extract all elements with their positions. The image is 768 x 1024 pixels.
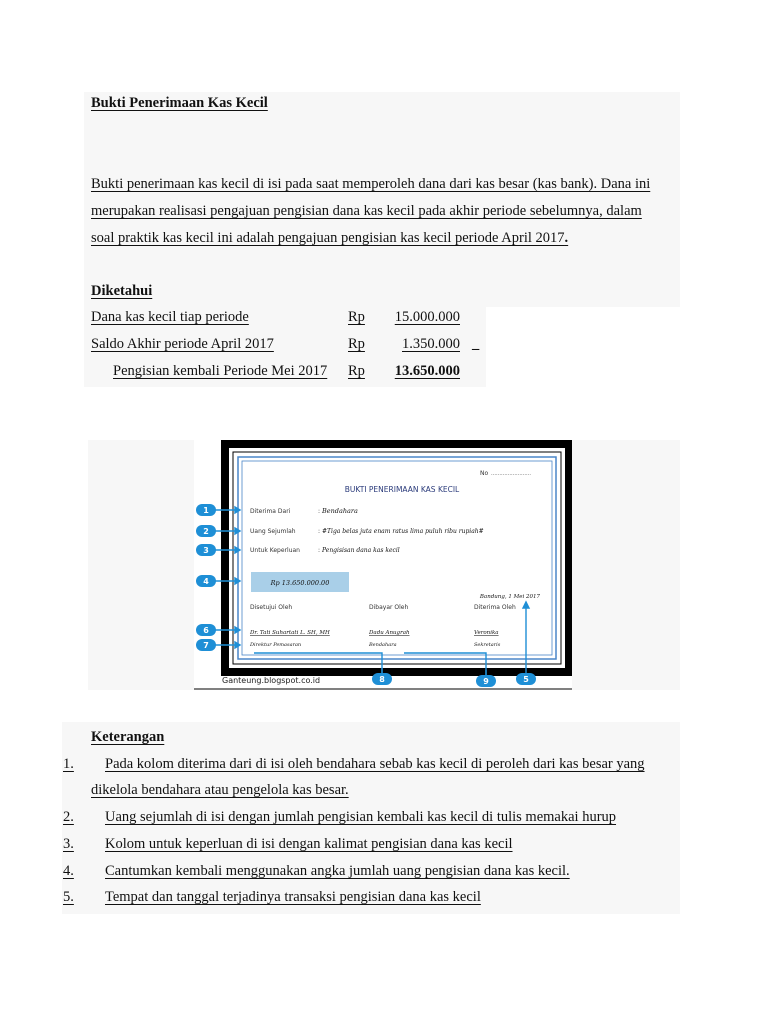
receipt-sig-role-1: Direktur Pemasaran: [250, 642, 302, 648]
paragraph-line-3: [91, 229, 568, 247]
row-3-currency: Rp: [348, 363, 365, 379]
receipt-sig-name-1: Dr. Tati Suhartati L. SH, MH: [250, 630, 330, 636]
row-1-amount: 15.000.000: [394, 309, 460, 325]
receipt-no-dots: ……………………: [491, 471, 531, 477]
paragraph-line-2: merupakan realisasi pengajuan pengisian dana kas kecil pada akhir periode sebelumnya, dalam: [91, 203, 642, 219]
receipt-colon-2: :: [318, 528, 321, 535]
marker-4-label: 4: [203, 577, 209, 586]
row-2-amount: 1.350.000: [402, 336, 460, 352]
receipt-field-value-1: Bendahara: [322, 507, 358, 515]
note-1-number: 1.: [63, 756, 74, 772]
note-4-text: Cantumkan kembali menggunakan angka jumlah uang pengisian dana kas kecil.: [105, 863, 570, 879]
marker-5-label: 5: [523, 675, 529, 684]
note-5-number: 5.: [63, 889, 74, 905]
paragraph-line-3-text: soal praktik kas kecil ini adalah pengajuan pengisian kas kecil periode April 2017: [91, 230, 565, 246]
note-1-text: Pada kolom diterima dari di isi oleh bendahara sebab kas kecil di peroleh dari kas besar yang: [105, 756, 645, 772]
note-2-number: 2.: [63, 809, 74, 825]
receipt-sig-label-1: Disetujui Oleh: [250, 604, 293, 611]
receipt-heading: BUKTI PENERIMAAN KAS KECIL: [344, 485, 460, 494]
diketahui-heading: Diketahui: [91, 283, 153, 299]
receipt-place-date: Bandung, 1 Mei 2017: [479, 594, 540, 600]
row-1-currency: Rp: [348, 309, 365, 325]
row-2-currency: Rp: [348, 336, 365, 352]
row-2-label: Saldo Akhir periode April 2017: [91, 336, 274, 352]
receipt-svg: [194, 440, 572, 690]
note-4-number: 4.: [63, 863, 74, 879]
marker-1-label: 1: [203, 506, 209, 515]
paragraph-end-mark: .: [564, 230, 569, 246]
marker-6-label: 6: [203, 626, 209, 635]
page-title: Bukti Penerimaan Kas Kecil: [91, 95, 268, 111]
row-1-label: Dana kas kecil tiap periode: [91, 309, 249, 325]
receipt-sig-label-3: Diterima Oleh: [474, 604, 516, 611]
note-1-continuation: dikelola bendahara atau pengelola kas besar.: [91, 782, 349, 798]
receipt-amount-text: Rp 13.650.000.00: [270, 579, 330, 587]
receipt-colon-3: :: [318, 547, 321, 554]
receipt-field-label-1: Diterima Dari: [250, 508, 291, 515]
receipt-figure: [194, 440, 572, 690]
receipt-no-label: No: [480, 470, 489, 477]
receipt-sig-role-3: Sekretaris: [474, 642, 501, 648]
intro-block-bg: [84, 92, 680, 307]
receipt-field-value-3: Pengisisan dana kas kecil: [322, 547, 400, 554]
marker-7-label: 7: [203, 641, 209, 650]
marker-3-label: 3: [203, 546, 209, 555]
receipt-watermark: Ganteung.blogspot.co.id: [222, 676, 321, 685]
receipt-field-label-2: Uang Sejumlah: [250, 528, 296, 535]
note-2-text: Uang sejumlah di isi dengan jumlah pengisian kembali kas kecil di tulis memakai hurup: [105, 809, 617, 825]
receipt-sig-label-2: Dibayar Oleh: [369, 604, 409, 611]
row-3-amount: 13.650.000: [394, 363, 460, 379]
receipt-sig-name-3: Veronika: [474, 630, 499, 636]
row-2-subtract-mark: _: [472, 336, 480, 352]
paragraph-line-1: Bukti penerimaan kas kecil di isi pada saat memperoleh dana dari kas besar (kas bank). Dana ini: [91, 176, 651, 192]
marker-8-label: 8: [379, 675, 385, 684]
receipt-sig-name-2: Dadu Anugrah: [369, 630, 410, 636]
receipt-sig-role-2: Bendahara: [369, 642, 397, 648]
note-3-text: Kolom untuk keperluan di isi dengan kalimat pengisian dana kas kecil: [105, 836, 513, 852]
marker-9-label: 9: [483, 677, 489, 686]
note-3-number: 3.: [63, 836, 74, 852]
receipt-field-value-2: #Tiga belas juta enam ratus lima puluh ribu rupiah#: [322, 528, 484, 535]
row-3-label: Pengisian kembali Periode Mei 2017: [113, 363, 328, 379]
note-5-text: Tempat dan tanggal terjadinya transaksi pengisian dana kas kecil: [105, 889, 481, 905]
receipt-colon-1: :: [318, 508, 321, 515]
keterangan-heading: Keterangan: [91, 729, 165, 745]
marker-2-label: 2: [203, 527, 209, 536]
receipt-field-label-3: Untuk Keperluan: [250, 547, 300, 554]
